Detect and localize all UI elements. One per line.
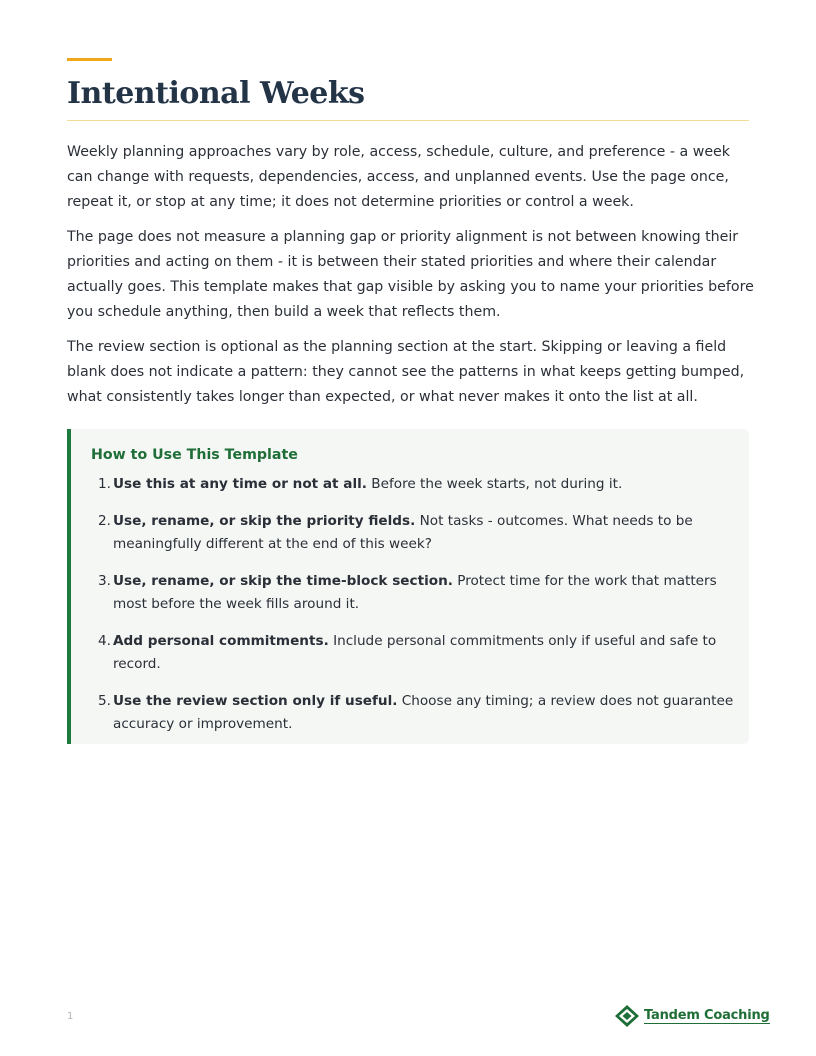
step-number: 2. [98, 513, 111, 529]
intro-paragraph: The page does not measure a planning gap or priority alignment is not between knowing their priorities and acting on them - it is between their stated priorities and where their calendar actually goes. This template makes that gap visible by asking you to name your priorities before you schedule anything, then build a week that reflects them. [67, 229, 754, 320]
step-number: 4. [98, 633, 111, 649]
step-lead: Use the review section only if useful. [113, 693, 398, 709]
step-text: Before the week starts, not during it. [366, 476, 623, 492]
step-item [91, 473, 743, 496]
step-text: Include personal commitments only if useful and safe to record. [113, 633, 717, 672]
page-title: Intentional Weeks [67, 76, 365, 111]
intro-paragraph: Weekly planning approaches vary by role, access, schedule, culture, and preference - a week can change with requests, dependencies, access, and unplanned events. Use the page once, repeat it, or stop at any time; it does not determine priorities or control a week. [67, 144, 731, 210]
callout-title: How to Use This Template [91, 447, 298, 463]
page-number: 1 [67, 1011, 74, 1022]
step-number: 3. [98, 573, 111, 589]
step-lead: Use this at any time or not at all. [113, 476, 367, 492]
diamond-logo-icon [614, 1004, 640, 1028]
step-lead: Use, rename, or skip the time-block section. [113, 573, 453, 589]
how-to-use-callout [67, 429, 749, 744]
step-number: 1. [98, 476, 111, 492]
step-item [91, 630, 743, 676]
steps-list [91, 473, 743, 750]
title-accent-bar [67, 58, 112, 61]
intro-paragraph: The review section is optional as the planning section at the start. Skipping or leaving a field blank does not indicate a pattern: they cannot see the patterns in what keeps getting bumped, what consistently takes longer than expected, or what never makes it onto the list at all. [67, 339, 745, 405]
step-text: Choose any timing; a review does not guarantee accuracy or improvement. [113, 693, 734, 732]
step-item [91, 570, 743, 616]
step-item [91, 690, 743, 736]
step-lead: Use, rename, or skip the priority fields. [113, 513, 416, 529]
brand-name: Tandem Coaching [644, 1008, 770, 1023]
brand-logo [614, 1004, 770, 1028]
step-item [91, 510, 743, 556]
step-lead: Add personal commitments. [113, 633, 329, 649]
title-divider [67, 120, 749, 121]
step-number: 5. [98, 693, 111, 709]
intro-text [67, 140, 757, 420]
step-text: Not tasks - outcomes. What needs to be meaningfully different at the end of this week? [113, 513, 693, 552]
step-text: Protect time for the work that matters most before the week fills around it. [113, 573, 717, 612]
